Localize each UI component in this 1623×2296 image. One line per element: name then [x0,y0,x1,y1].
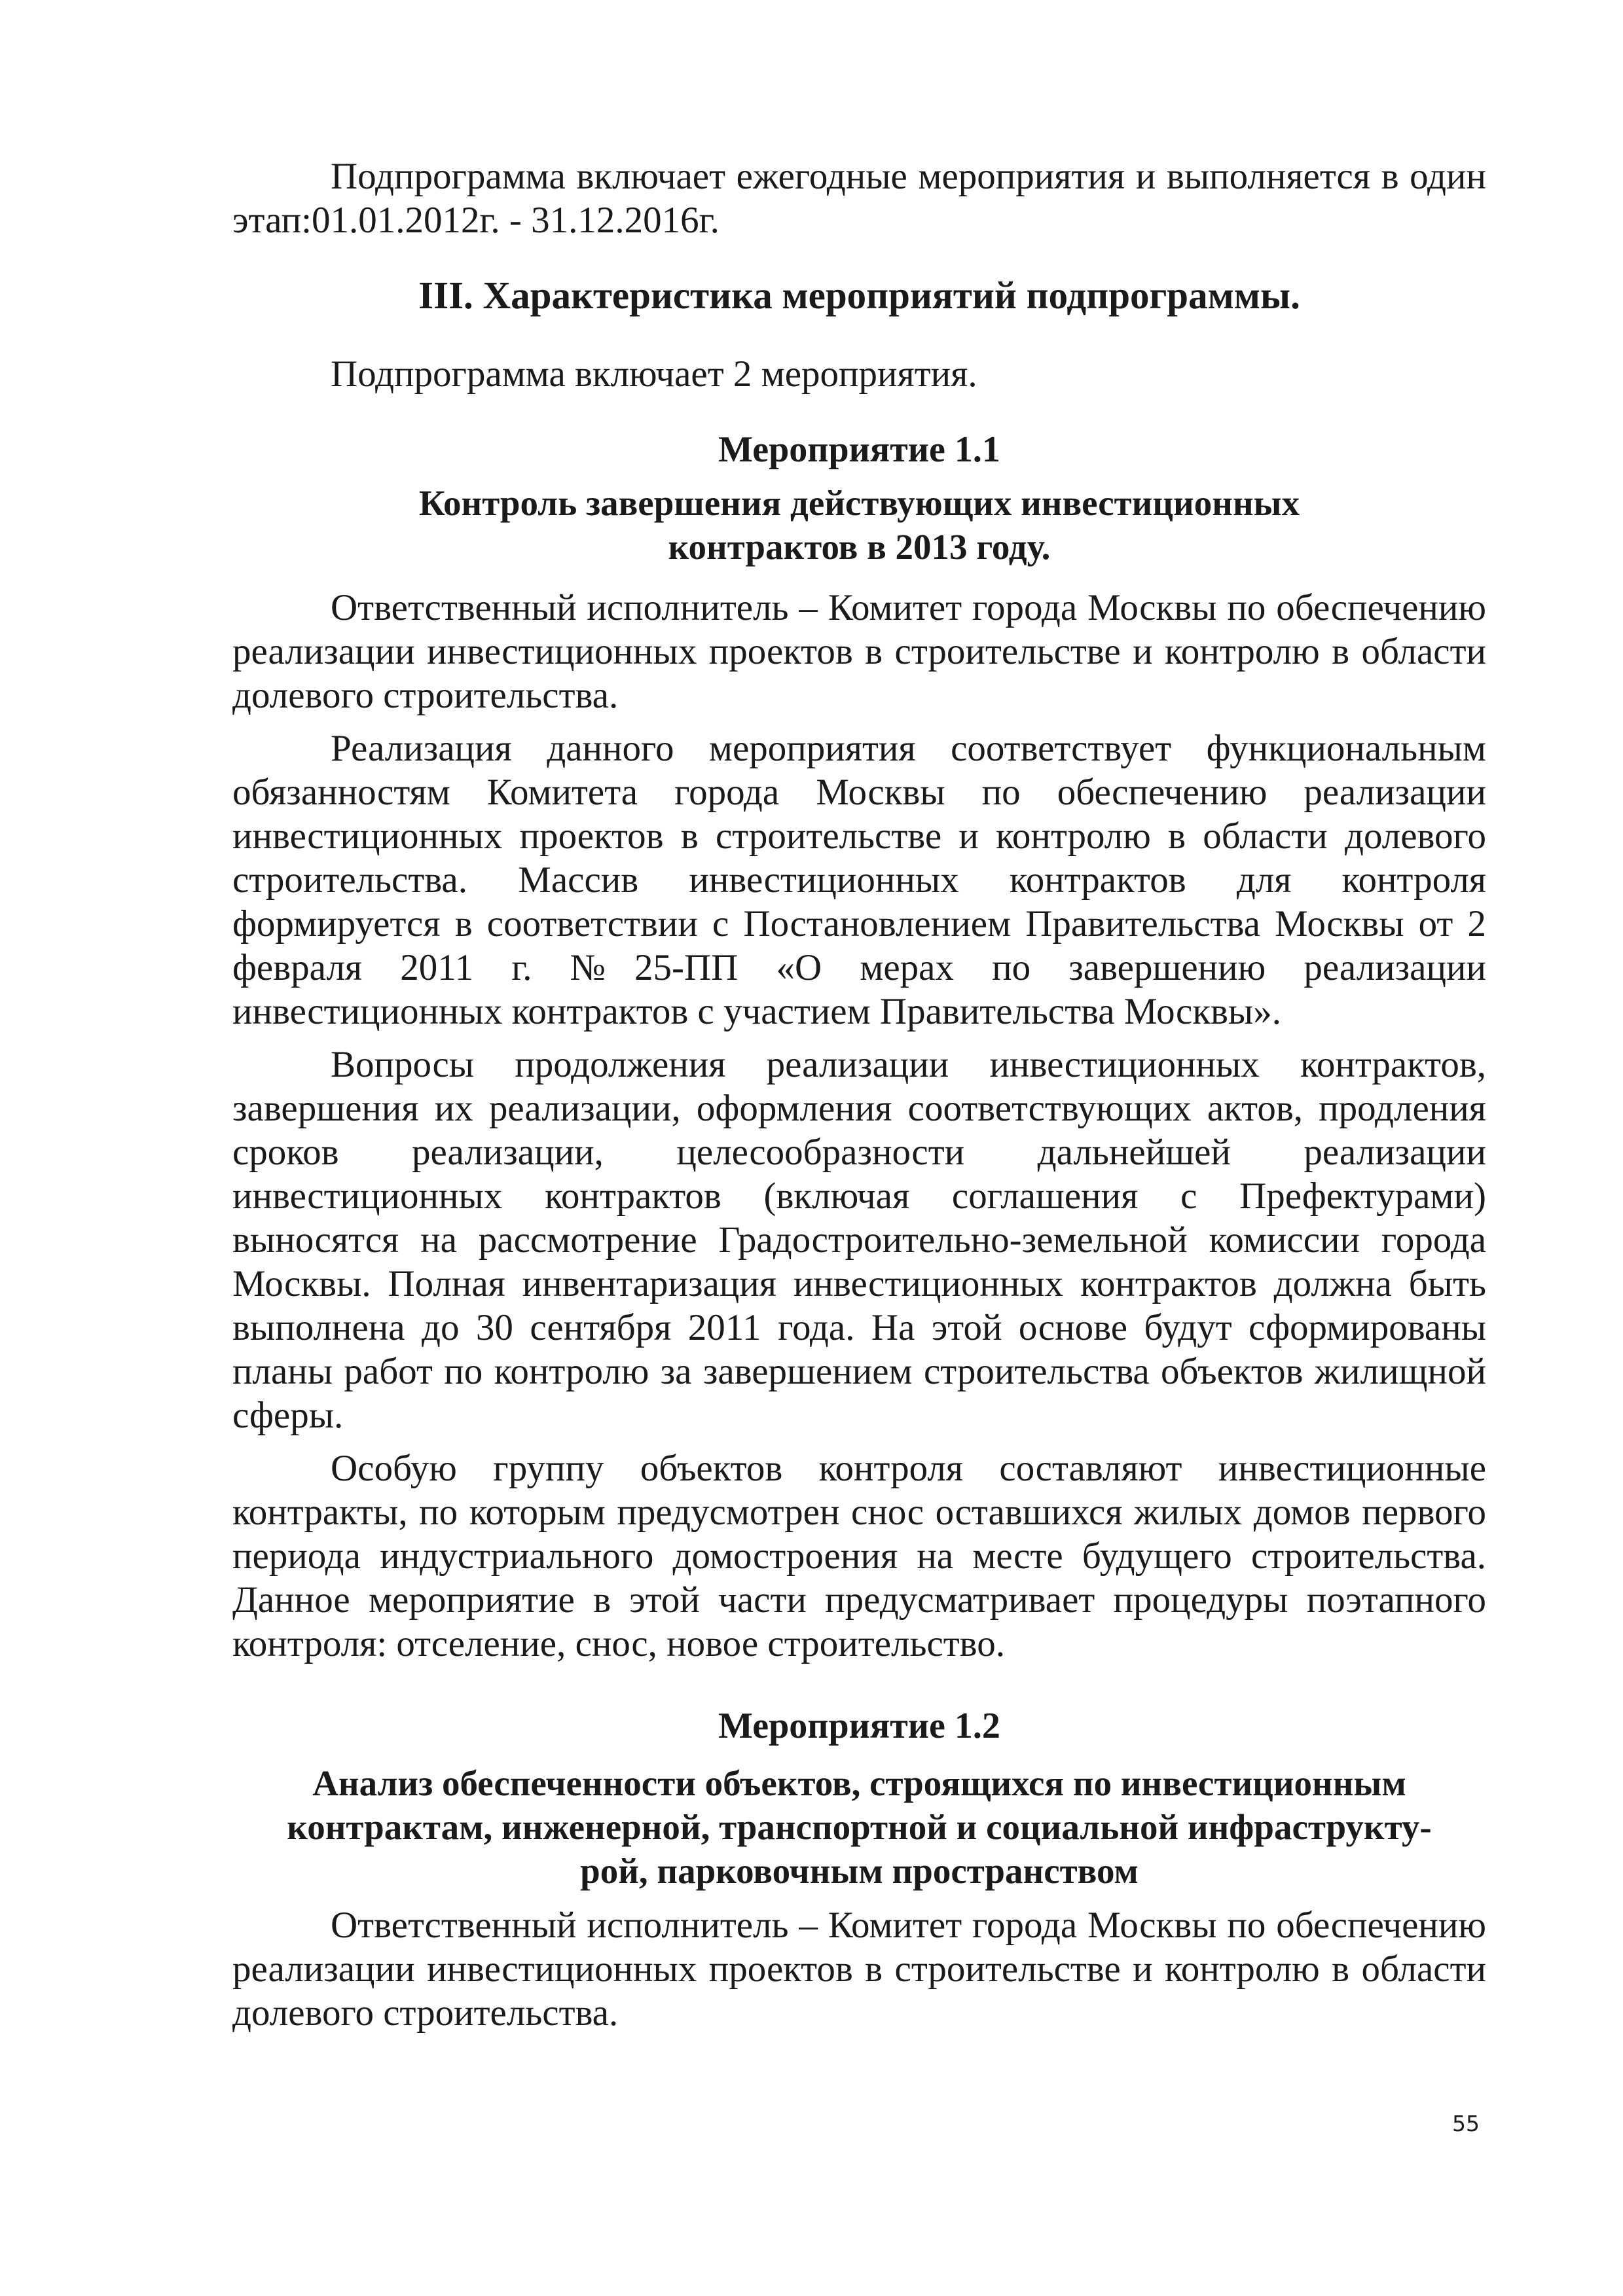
measure-1-1-title-line: контрактов в 2013 году. [668,527,1051,567]
page-number: 55 [1452,2111,1480,2136]
measure-1-1-body-paragraph: Особую группу объектов контроля составляют инвестиционные контракты, по которым предусмотрен снос оставшихся жилых домов первого периода индустриального домостроения на месте будущего строительства. Данное мероприятие в этой части предусматривает процедуры поэтапного контроля: отселение, снос, новое строительство. [232,1448,1486,1664]
measure-1-2-title-line: контрактам, инженерной, транспортной и социальной инфраструкту- [287,1807,1432,1847]
measure-1-1-responsible: Ответственный исполнитель – Комитет города Москвы по обеспечению реализации инвестиционных проектов в строительстве и контролю в области долевого строительства. [232,587,1486,716]
section-title: III. Характеристика мероприятий подпрограммы. [418,274,1300,317]
measure-1-2-title [232,1761,1486,1893]
measure-1-1-title-line: Контроль завершения действующих инвестиционных [418,483,1300,523]
measure-1-1-body-paragraph: Вопросы продолжения реализации инвестиционных контрактов, завершения их реализации, оформления соответствующих актов, продления сроков реализации, целесообразности дальнейшей реализации инвестиционных контрактов (включая соглашения с Префектурами) выносятся на рассмотрение Градостроительно-земельной комиссии города Москвы. Полная инвентаризация инвестиционных контрактов должна быть выполнена до 30 сентября 2011 года. На этой основе будут сформированы планы работ по контролю за завершением строительства объектов жилищной сферы. [232,1044,1486,1436]
measure-1-2-title-line: рой, парковочным пространством [580,1851,1139,1891]
measure-1-2-responsible: Ответственный исполнитель – Комитет города Москвы по обеспечению реализации инвестиционных проектов в строительстве и контролю в области долевого строительства. [232,1905,1486,2034]
measures-count-paragraph: Подпрограмма включает 2 мероприятия. [331,353,977,395]
measure-1-1-heading: Мероприятие 1.1 [718,429,1000,470]
document-page [232,154,1486,2035]
measure-1-2-heading: Мероприятие 1.2 [718,1706,1000,1746]
intro-paragraph: Подпрограмма включает ежегодные мероприятия и выполняется в один этап:01.01.2012г. - 31.12.2016г. [232,156,1486,241]
measure-1-1-body-paragraph: Реализация данного мероприятия соответствует функциональным обязанностям Комитета города Москвы по обеспечению реализации инвестиционных проектов в строительстве и контролю в области долевого строительства. Массив инвестиционных контрактов для контроля формируется в соответствии с Постановлением Правительства Москвы от 2 февраля 2011 г. №25-ПП «О мерах по завершению реализации инвестиционных контрактов с участием Правительства Москвы». [232,728,1486,1032]
measure-1-1-title [232,481,1486,569]
measure-1-2-title-line: Анализ обеспеченности объектов, строящихся по инвестиционным [312,1763,1406,1803]
